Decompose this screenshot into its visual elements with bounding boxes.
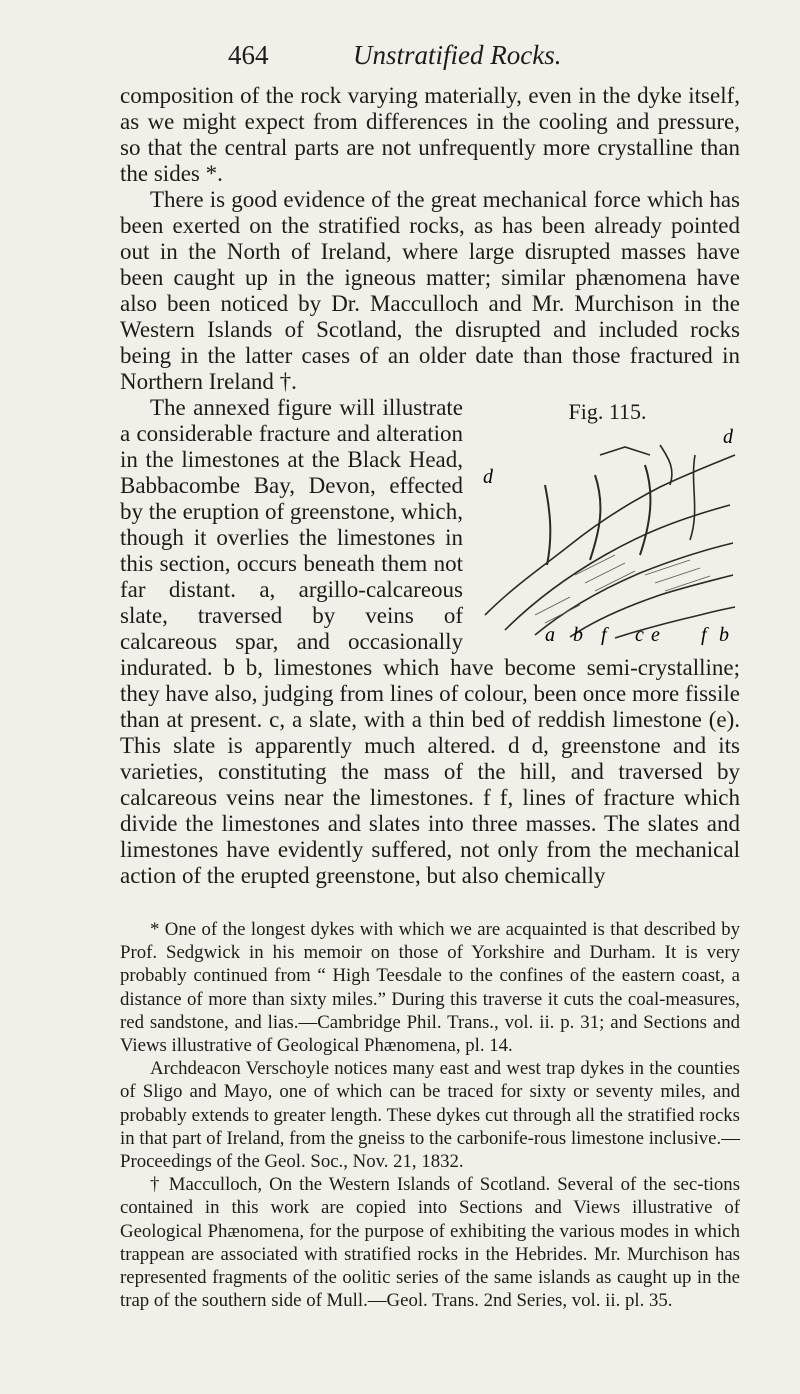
label-b1: b — [573, 624, 583, 645]
footnotes — [120, 918, 740, 1312]
section-drawing — [475, 425, 740, 645]
paragraph-3: The annexed figure will illustrate a considerable fracture and alteration in the limestones at the Black Head, Babbacombe Bay, Devon, effected by the eruption of greenstone, which, though it overlies the limestones in this section, occurs beneath them not far distant. a, argillo-calcareous slate, traversed by veins of calcareous spar, and occasionally indurated. b b, limestones which have become semi-crystalline; they have also, judging from lines of colour, been once more fissile than at present. c, a slate, with a thin bed of reddish limestone (e). This slate is apparently much altered. d d, greenstone and its varieties, constituting the mass of the hill, and traversed by calcareous veins near the limestones. f f, lines of fracture which divide the limestones and slates into three masses. The slates and limestones have evidently suffered, not only from the mechanical action of the erupted greenstone, but also chemically — [120, 395, 740, 888]
running-title: Unstratified Rocks. — [353, 40, 562, 70]
label-b2: b — [719, 624, 729, 645]
page-number: 464 — [228, 40, 269, 70]
label-f1: f — [601, 624, 607, 645]
label-f2: f — [701, 624, 707, 645]
running-header — [228, 40, 720, 74]
figure-115 — [475, 399, 740, 649]
paragraph-1: composition of the rock varying materially, even in the dyke itself, as we might expect from differences in the cooling and pressure, so that the central parts are not unfrequently more crystalline than the sides *. — [120, 83, 740, 186]
label-c: c — [635, 624, 644, 645]
footnote-1: * One of the longest dykes with which we are acquainted is that described by Prof. Sedgwick in his memoir on those of Yorkshire and Durham. It is very probably continued from “ High Teesdale to the confines of the eastern coast, a distance of more than sixty miles.” During this traverse it cuts the coal-measures, red sandstone, and lias.—Cambridge Phil. Trans., vol. ii. p. 31; and Sections and Views illustrative of Geological Phænomena, pl. 14. — [120, 919, 740, 1057]
paragraph-2: There is good evidence of the great mechanical force which has been exerted on the stratified rocks, as has been already pointed out in the North of Ireland, where large disrupted masses have been caught up in the igneous matter; similar phænomena have also been noticed by Dr. Macculloch and Mr. Murchison in the Western Islands of Scotland, the disrupted and included rocks being in the latter cases of an older date than those fractured in Northern Ireland †. — [120, 187, 740, 394]
figure-title: Fig. 115. — [568, 399, 647, 424]
footnote-3: † Macculloch, On the Western Islands of Scotland. Several of the sec-tions contained in this work are copied into Sections and Views illustrative of Geological Phænomena, for the purpose of exhibiting the various modes in which trappean are associated with stratified rocks in the Hebrides. Mr. Murchison has represented fragments of the oolitic series of the same islands as caught up in the trap of the southern side of Mull.—Geol. Trans. 2nd Series, vol. ii. pl. 35. — [120, 1174, 740, 1312]
label-a: a — [545, 624, 555, 645]
label-d-right: d — [723, 426, 733, 448]
label-d-left: d — [483, 466, 493, 488]
footnote-2: Archdeacon Verschoyle notices many east and west trap dykes in the counties of Sligo and Mayo, one of which can be traced for sixty or seventy miles, and probably extends to greater length. These dykes cut through all the stratified rocks in that part of Ireland, from the gneiss to the carbonife-rous limestone inclusive.—Proceedings of the Geol. Soc., Nov. 21, 1832. — [120, 1058, 740, 1173]
label-e: e — [651, 624, 660, 645]
main-text — [120, 83, 740, 889]
